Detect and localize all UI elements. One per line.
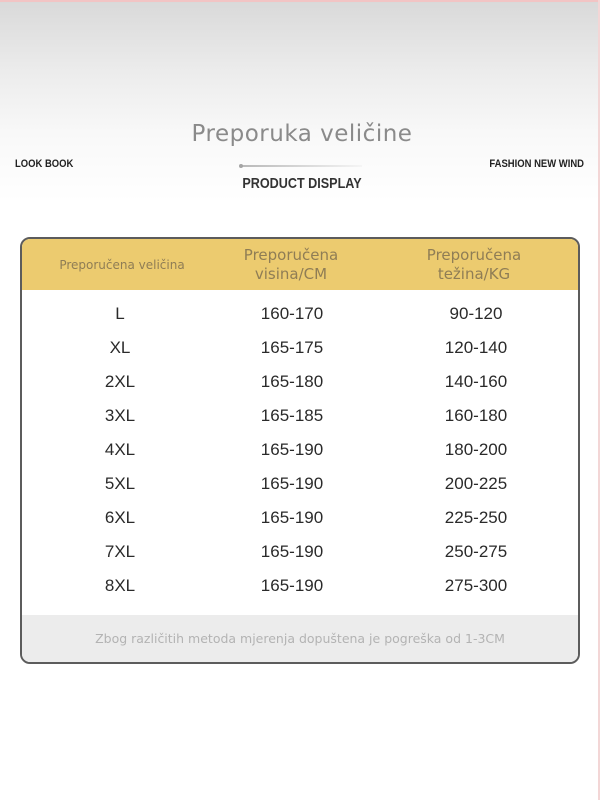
size-cell: XL (109, 338, 131, 357)
product-display-subheading: PRODUCT DISPLAY (242, 175, 362, 192)
decorative-divider (242, 165, 362, 167)
size-cell: 2XL (104, 372, 136, 391)
hero-banner (0, 2, 598, 202)
size-cell: 5XL (104, 474, 136, 493)
header-weight-line1: Preporučena (426, 245, 522, 264)
header-size-label: Preporučena veličina (59, 257, 185, 272)
height-cell: 165-190 (260, 508, 324, 527)
header-height-line2: visina/CM (254, 264, 328, 283)
table-row (22, 365, 578, 399)
weight-cell: 250-275 (444, 542, 508, 561)
height-cell: 165-190 (260, 474, 324, 493)
header-weight (385, 239, 563, 290)
size-cell: 8XL (104, 576, 136, 595)
weight-cell: 225-250 (444, 508, 508, 527)
height-cell: 165-185 (260, 406, 324, 425)
weight-cell: 180-200 (444, 440, 508, 459)
table-row (22, 501, 578, 535)
header-size (22, 239, 222, 290)
table-body (22, 297, 578, 603)
weight-cell: 200-225 (444, 474, 508, 493)
size-cell: L (115, 304, 125, 323)
weight-cell: 275-300 (444, 576, 508, 595)
weight-cell: 120-140 (444, 338, 508, 357)
height-cell: 165-190 (260, 542, 324, 561)
header-weight-line2: težina/KG (437, 264, 511, 283)
header-height (202, 239, 380, 290)
table-row (22, 535, 578, 569)
fashion-new-wind-label: FASHION NEW WIND (489, 158, 584, 170)
measurement-note: Zbog različitih metoda mjerenja dopuštena je pogreška od 1-3CM (22, 615, 578, 662)
height-cell: 165-190 (260, 576, 324, 595)
decorative-dot (239, 164, 243, 168)
page-title: Preporuka veličine (191, 121, 413, 147)
height-cell: 165-180 (260, 372, 324, 391)
height-cell: 165-190 (260, 440, 324, 459)
size-chart-table (20, 237, 580, 664)
size-cell: 4XL (104, 440, 136, 459)
table-row (22, 331, 578, 365)
look-book-label: LOOK BOOK (15, 158, 74, 170)
size-cell: 3XL (104, 406, 136, 425)
table-row (22, 569, 578, 603)
table-header (22, 239, 578, 290)
table-row (22, 399, 578, 433)
weight-cell: 90-120 (449, 304, 503, 323)
height-cell: 160-170 (260, 304, 324, 323)
table-row (22, 433, 578, 467)
weight-cell: 160-180 (444, 406, 508, 425)
size-cell: 7XL (104, 542, 136, 561)
header-height-line1: Preporučena (243, 245, 339, 264)
table-row (22, 467, 578, 501)
weight-cell: 140-160 (444, 372, 508, 391)
table-row (22, 297, 578, 331)
height-cell: 165-175 (260, 338, 324, 357)
size-cell: 6XL (104, 508, 136, 527)
